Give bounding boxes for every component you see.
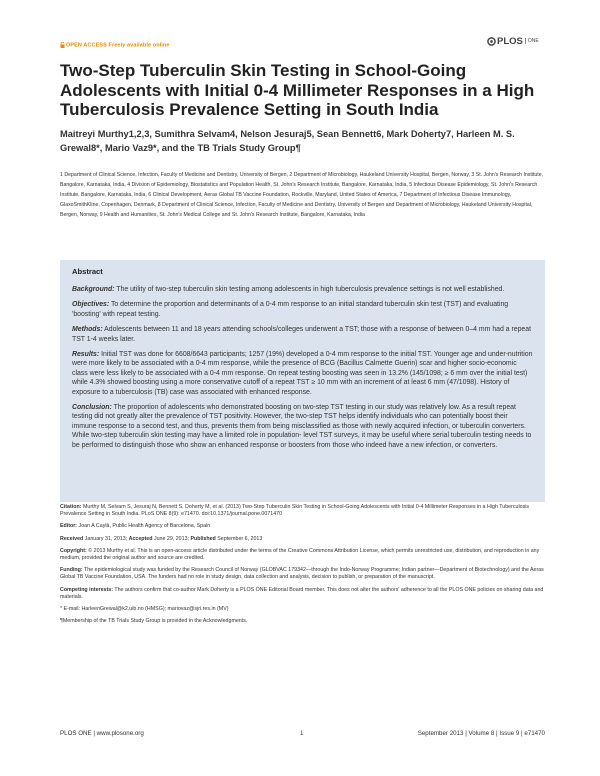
plos-logo-icon: [487, 37, 496, 46]
plos-logo-text: PLOS: [497, 36, 523, 47]
open-access-banner: [60, 42, 170, 48]
background-label: Background:: [72, 286, 115, 293]
citation: [60, 504, 545, 518]
methods-text: Adolescents between 11 and 18 years attending schools/colleges underwent a TST; those with a response of between 0–4 mm had a repeat TST 1-4 weeks later.: [72, 326, 532, 343]
citation-label: Citation:: [60, 504, 82, 510]
competing-interests: [60, 587, 545, 601]
copyright-label: Copyright:: [60, 547, 87, 554]
results-text: Initial TST was done for 6608/6643 participants; 1257 (19%) developed a 0-4 mm response to the initial TST. Younger age and under-nutrition were more likely to be associated with a 0-4 mm response, while the presence of BCG (Bacillus Calmette Guerin) scar and higher socio-economic class were less likely to be associated with a 0-4 mm response. On repeat testing boosting was seen in 13.2% (145/1098; ≥ 6 mm over the initial test) while 4.3% showed boosting using a more conservative cutoff of a repeat TST ≥ 10 mm with an increment of at least 6 mm (47/1098). History of exposure to a tuberculosis (TB) case was associated with enhanced response.: [72, 351, 533, 396]
abstract-results: [72, 350, 534, 397]
accepted-date: June 29, 2013;: [152, 535, 191, 542]
competing-label: Competing interests:: [60, 586, 113, 593]
conclusion-label: Conclusion:: [72, 404, 112, 412]
abstract-heading: Abstract: [72, 267, 103, 276]
editor-label: Editor:: [60, 523, 78, 530]
conclusion-text: The proportion of adolescents who demonstrated boosting on two-step TST testing in our study was relatively low. As a result repeat testing did not greatly alter the prevalence of TST positivity. However, the two-step TST helps identify individuals who can potentially boost their immune response to a second test, and thus, prevents them from being misclassified as those with newly acquired infection, or tuberculin converters. While two-step tuberculin skin testing may have a limited role in population- level TST surveys, it may be useful where serial tuberculin testing needs to be performed to distinguish those who show an enhanced response or boosters from those who indeed have a new infection, or converters.: [72, 404, 532, 449]
copyright: [60, 548, 545, 562]
abstract-body: [72, 285, 534, 456]
editor-text: Joan A Caylà, Public Health Agency of Barcelona, Spain: [77, 523, 211, 530]
results-label: Results:: [72, 351, 100, 359]
objectives-label: Objectives:: [72, 301, 110, 309]
citation-text: Murthy M, Selvam S, Jesuraj N, Bennett S, Doherty M, et al. (2013) Two-Step Tuberculin Skin Testing in School-Going Adolescents with Initial 0-4 Millimeter Responses in a High Tuberculosis Prevalence Setting in South India. PLoS ONE 8(9): e71470. doi:10.1371/journal.pone.0071470: [60, 504, 530, 518]
footer-journal: PLOS ONE | www.plosone.org: [60, 730, 144, 737]
corresponding-email: * E-mail: HarleenGrewal@k2.uib.no (HMSG); mariovaz@sjri.res.in (MV): [60, 606, 229, 613]
abstract-box: [60, 260, 545, 502]
plos-logo-one: ONE: [525, 38, 539, 44]
published-date: September 6, 2013: [215, 535, 263, 542]
article-metadata: [60, 504, 545, 630]
dates: [60, 536, 545, 543]
authors-line-2: Grewal8*, Mario Vaz9*, and the TB Trials Study Group¶: [60, 143, 301, 153]
footer-issue: September 2013 | Volume 8 | Issue 9 | e71470: [417, 730, 545, 737]
methods-label: Methods:: [72, 326, 103, 334]
competing-text: The authors confirm that co-author Mark Doherty is a PLOS ONE Editorial Board member. This does not alter the authors' adherence to all the PLOS ONE policies on sharing data and materials.: [60, 586, 544, 600]
plos-one-logo: [487, 36, 539, 47]
authors-line-1: Maitreyi Murthy1,2,3, Sumithra Selvam4, Nelson Jesuraj5, Sean Bennett6, Mark Doherty7, Harleen M. S.: [60, 129, 515, 139]
author-list: [60, 127, 550, 155]
received-date: January 31, 2013;: [83, 535, 129, 542]
objectives-text: To determine the proportion and determinants of a 0-4 mm response to an initial standard tuberculin skin test (TST) and evaluating 'boosting' with repeat testing.: [72, 301, 509, 318]
received-label: Received: [60, 535, 84, 542]
group-membership-note: ¶Membership of the TB Trials Study Group is provided in the Acknowledgments.: [60, 618, 248, 625]
accepted-label: Accepted: [128, 535, 153, 542]
funding: [60, 567, 545, 581]
open-lock-icon: [60, 42, 65, 48]
paper-title: Two-Step Tuberculin Skin Testing in School-Going Adolescents with Initial 0-4 Millimeter Responses in a High Tuberculosis Prevalence Setting in South India: [60, 61, 535, 119]
funding-text: The epidemiological study was funded by the Research Council of Norway (GLOBVAC 179342—through the Indo-Norway Programme; Indian partner—Department of Biotechnology) and the Aeras Global TB Vaccine Foundation, USA. The funders had no role in study design, data collection and analysis, decision to publish, or preparation of the manuscript.: [60, 567, 544, 581]
published-label: Published: [190, 535, 216, 542]
copyright-text: © 2013 Murthy et al. This is an open-access article distributed under the terms of the Creative Commons Attribution License, which permits unrestricted use, distribution, and reproduction in any medium, provided the original author and source are credited.: [60, 547, 540, 562]
abstract-conclusion: [72, 403, 534, 450]
funding-label: Funding:: [60, 567, 83, 574]
abstract-objectives: [72, 300, 534, 319]
abstract-methods: [72, 325, 534, 344]
footer-page-number: 1: [300, 730, 304, 737]
editor: [60, 523, 545, 530]
affiliations: 1 Department of Clinical Science, Infection, Faculty of Medicine and Dentistry, University of Bergen, 2 Department of Microbiology, Haukeland University Hospital, Bergen, Norway, 3 St. John's Research Institute, Bangalore, Karnataka, India, 4 Division of Epidemiology, Biostatistics and Population Health, St. John's Research Institute, Bangalore, Karnataka, India, 5 Infectious Disease Epidemiology, St. John's Research Institute, Bangalore, Karnataka, India, 6 Clinical Development, Aeras Global TB Vaccine Foundation, Rockville, Maryland, United States of America, 7 Department of Infectious Disease Immunology, GlaxoSmithKline, Copenhagen, Denmark, 8 Department of Clinical Science, Infection, Faculty of Medicine and Dentistry, University of Bergen and Department of Microbiology, Haukeland University Hospital, Bergen, Norway, 9 Health and Humanities, St. John's Medical College and St. John's Research Institute, Bangalore, Karnataka, India: [60, 172, 544, 218]
background-text: The utility of two-step tuberculin skin testing among adolescents in high tuberculosis prevalence settings is not well established.: [114, 286, 505, 293]
open-access-text: OPEN ACCESS Freely available online: [66, 42, 170, 49]
abstract-background: [72, 285, 534, 294]
